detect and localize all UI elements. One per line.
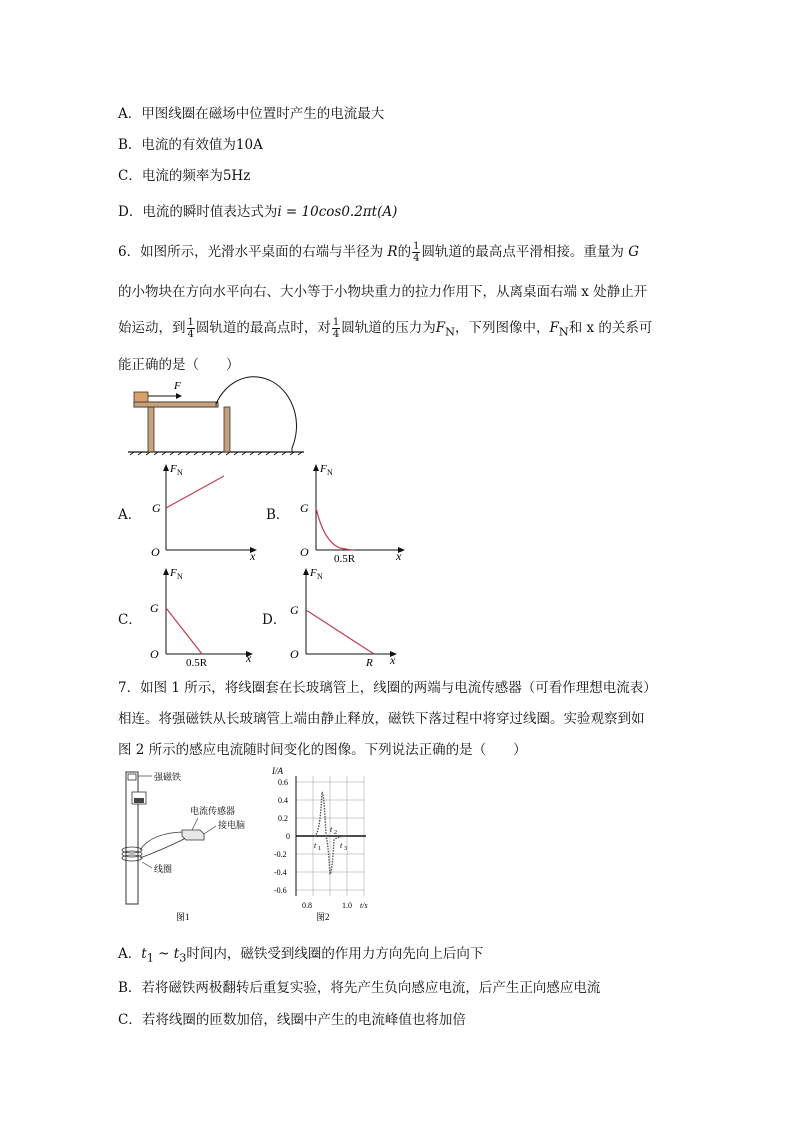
q5-option-d-text: D．电流的瞬时值表达式为: [118, 204, 278, 220]
quarter-fraction-3: [332, 317, 340, 340]
y-label-sub: N: [317, 572, 323, 581]
fn-symbol-2-sub: N: [558, 325, 569, 339]
coil-pointer: [142, 862, 152, 868]
sensor-label: 电流传感器: [190, 806, 236, 816]
graph-curve: [316, 508, 354, 550]
force-label: F: [174, 380, 181, 392]
q6-line1-a: 6．如图所示，光滑水平桌面的右端与半径为: [118, 244, 384, 260]
xtick: 1.0: [342, 901, 352, 910]
q6-line3-d: ，下列图像中，: [454, 320, 550, 336]
ytick: 0.4: [278, 796, 288, 805]
fig2-t3: t: [340, 841, 343, 850]
origin-label: O: [150, 647, 159, 661]
q7-line3: 图 2 所示的感应电流随时间变化的图像。下列说法正确的是（ ）: [118, 742, 527, 758]
q6-line3-b: 圆轨道的最高点时，对: [195, 320, 331, 336]
option-d-letter: D．: [262, 612, 287, 628]
x-label: x: [390, 653, 396, 667]
fig2-t1: t: [314, 841, 317, 850]
y-label: F: [320, 463, 327, 475]
graph-line: [306, 610, 374, 654]
ytick: 0: [286, 832, 290, 841]
t3-symbol: t: [173, 946, 180, 962]
option-a-letter: A．: [118, 507, 142, 523]
frac-den: 4: [332, 329, 340, 340]
figure-1: [112, 768, 272, 928]
graph-d: [286, 566, 406, 670]
q6-line1: [118, 240, 639, 264]
g-label: G: [290, 603, 299, 617]
figure-2: [268, 762, 378, 926]
wire-lower: [140, 838, 186, 858]
xtick: 0.8: [302, 901, 312, 910]
table-leg-right: [224, 407, 230, 452]
q5-option-b: B．电流的有效值为10A: [118, 137, 263, 153]
g-label: G: [300, 501, 309, 515]
frac-num: 1: [413, 241, 420, 252]
y-label: F: [170, 567, 177, 579]
tick-label: R: [366, 657, 373, 669]
y-label: F: [170, 463, 177, 475]
tick-label: 0.5R: [186, 657, 208, 669]
fn-symbol: F: [435, 320, 446, 336]
ytick: -0.6: [274, 886, 287, 895]
table-leg-left: [148, 407, 154, 452]
graph-b: [290, 462, 410, 568]
g-label: G: [152, 501, 161, 515]
q6-line3: [118, 316, 652, 340]
force-arrow-head: [176, 393, 182, 399]
block: [134, 392, 148, 402]
y-arrow: [163, 568, 169, 575]
fn-symbol-sub: N: [445, 325, 455, 339]
fig2-t2-sub: 2: [334, 830, 337, 836]
fig2-ylabel: I/A: [272, 766, 283, 776]
q6-line3-c: 圆轨道的压力为: [341, 320, 436, 336]
y-label: F: [310, 567, 317, 579]
fig2-t2: t: [330, 825, 333, 834]
frac-num: 1: [332, 317, 340, 328]
figure-1-caption: 图1: [176, 912, 190, 922]
fig2-xlabel: t/s: [360, 901, 368, 910]
q7-line1: 7．如图 1 所示，将线圈套在长玻璃管上，线圈的两端与电流传感器（可看作理想电流表）: [118, 680, 657, 696]
y-arrow: [163, 464, 169, 471]
quarter-fraction: [412, 241, 420, 264]
t1-symbol: t: [141, 946, 147, 962]
graph-c: [146, 566, 266, 670]
graph-line: [166, 608, 202, 654]
ytick: -0.4: [274, 868, 287, 877]
magnet-callout-fill: [134, 798, 144, 803]
y-arrow: [313, 464, 319, 471]
frac-num: 1: [187, 317, 194, 328]
q6-weight-symbol: G: [628, 244, 640, 260]
option-b-letter: B．: [266, 507, 290, 523]
x-label: x: [396, 549, 402, 563]
origin-label: O: [290, 647, 299, 661]
y-label-sub: N: [177, 468, 183, 477]
x-label: x: [250, 549, 256, 562]
x-label: x: [246, 651, 252, 665]
tilde: ~: [153, 946, 174, 962]
t3-symbol-sub: 3: [179, 951, 187, 965]
coil-label: 线圈: [154, 864, 173, 874]
magnet-label: 强磁铁: [154, 772, 182, 782]
q5-option-d: [118, 200, 397, 220]
q7-option-a-letter: A．: [118, 946, 142, 962]
quarter-fraction-2: [187, 317, 195, 340]
origin-label: O: [151, 545, 160, 559]
ytick: 0.6: [278, 778, 288, 787]
q7-line2: 相连。将强磁铁从长玻璃管上端由静止释放，磁铁下落过程中将穿过线圈。实验观察到如: [118, 711, 645, 727]
q6-line1-c: 圆轨道的最高点平滑相接。重量为: [421, 244, 624, 260]
graph-line: [166, 476, 224, 508]
q6-line3-e: 和 x 的关系可: [568, 320, 653, 336]
origin-label: O: [300, 545, 309, 559]
fig2-t3-sub: 3: [344, 846, 347, 852]
tick-label: 0.5R: [334, 553, 356, 565]
sensor-pointer: [192, 818, 198, 830]
q7-option-a: [118, 942, 483, 965]
q6-line3-a: 始运动，到: [118, 320, 186, 336]
fig2-t1-sub: 1: [318, 846, 321, 852]
y-label-sub: N: [177, 572, 183, 581]
ytick: 0.2: [278, 814, 288, 823]
frac-den: 4: [187, 329, 194, 340]
fn-symbol-2: F: [549, 320, 559, 336]
g-label: G: [150, 601, 159, 615]
magnet-top: [128, 774, 136, 780]
q5-option-d-formula: i = 10cos0.2πt(A): [277, 204, 398, 220]
figure-2-caption: 图2: [316, 912, 330, 922]
fig2-yticks: [274, 778, 290, 895]
t1-symbol-sub: 1: [146, 951, 154, 965]
q5-option-c: C．电流的频率为5Hz: [118, 168, 251, 184]
q6-line1-b: 的: [397, 244, 412, 260]
q6-line4: 能正确的是（ ）: [118, 357, 240, 373]
q5-option-a: A．甲图线圈在磁场中位置时产生的电流最大: [118, 106, 385, 122]
ytick: -0.2: [274, 850, 287, 859]
current-sensor: [182, 830, 204, 840]
q6-line2: 的小物块在方向水平向右、大小等于小物块重力的拉力作用下，从离桌面右端 x 处静止开: [118, 284, 648, 300]
q6-radius-symbol: R: [387, 244, 398, 260]
y-arrow: [303, 568, 309, 575]
computer-label: 接电脑: [218, 820, 246, 830]
q7-option-b: B．若将磁铁两极翻转后重复实验，将先产生负向感应电流，后产生正向感应电流: [118, 980, 601, 996]
q7-option-c: C．若将线圈的匝数加倍，线圈中产生的电流峰值也将加倍: [118, 1012, 466, 1028]
y-label-sub: N: [327, 468, 333, 477]
frac-den: 4: [413, 253, 420, 264]
table-figure: [126, 376, 306, 456]
computer-cable: [204, 826, 216, 834]
graph-a: [146, 462, 266, 562]
option-c-letter: C．: [118, 612, 142, 628]
q7-option-a-text: 时间内，磁铁受到线圈的作用力方向先向上后向下: [186, 946, 484, 962]
